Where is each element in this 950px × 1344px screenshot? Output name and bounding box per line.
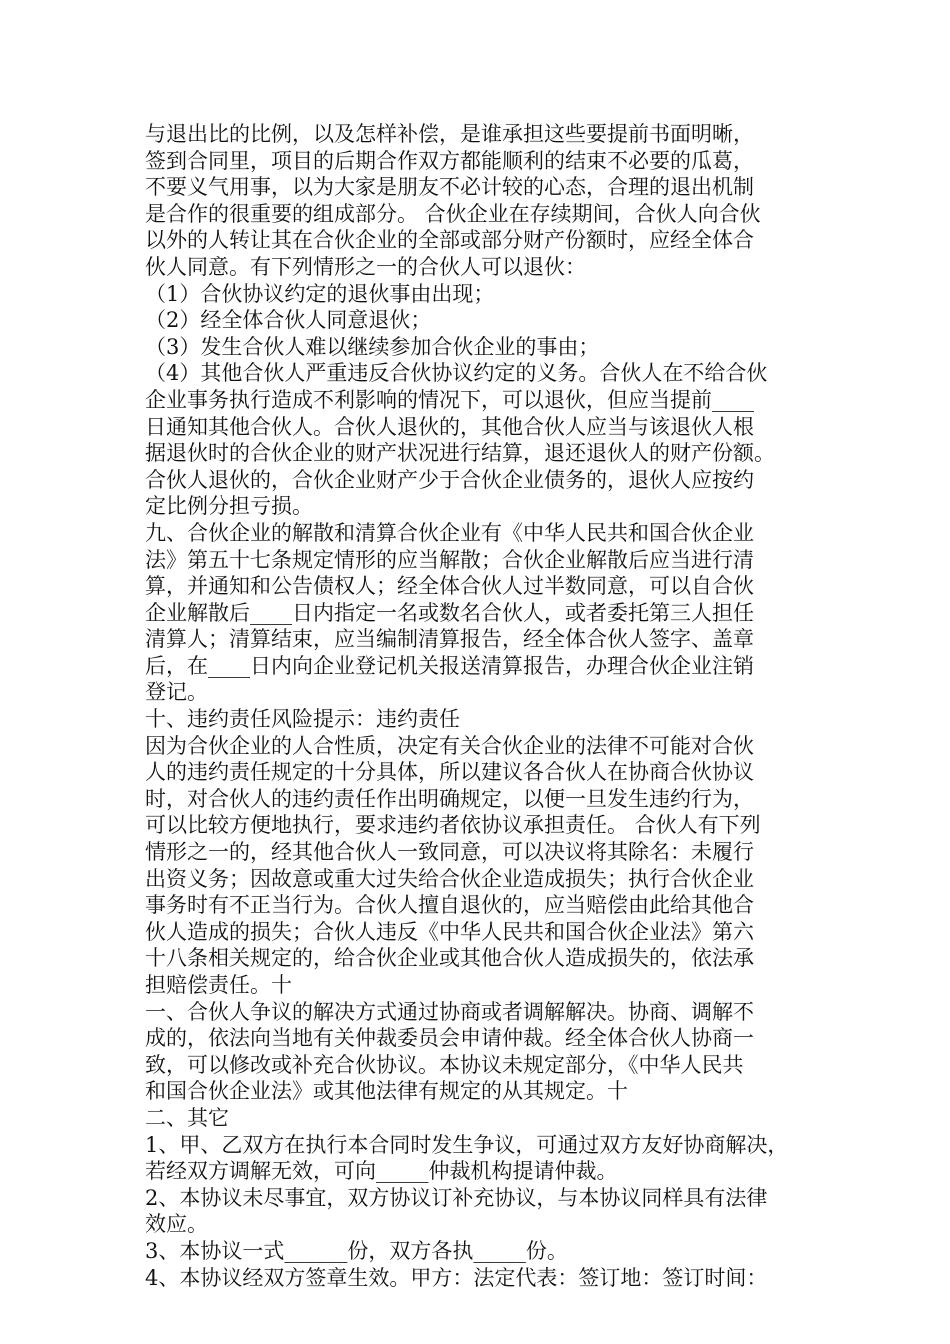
text-line: 日通知其他合伙人。合伙人退伙的，其他合伙人应当与该退伙人根 [145, 414, 754, 439]
text-line: 出资义务；因故意或重大过失给合伙企业造成损失；执行合伙企业 [145, 866, 754, 891]
text-line: 成的，依法向当地有关仲裁委员会申请仲裁。经全体合伙人协商一 [145, 1026, 754, 1051]
document-body [145, 121, 815, 1291]
text-line: （1）合伙协议约定的退伙事由出现； [145, 281, 495, 306]
text-line: 不要义气用事，以为大家是朋友不必计较的心态，合理的退出机制 [145, 175, 754, 200]
text-line: 二、其它 [145, 1105, 229, 1130]
text-line: 以外的人转让其在合伙企业的全部或部分财产份额时，应经全体合 [145, 228, 754, 253]
text-line: 后，在____日内向企业登记机关报送清算报告，办理合伙企业注销 [145, 653, 754, 678]
text-line: 事务时有不正当行为。合伙人擅自退伙的，应当赔偿由此给其他合 [145, 893, 754, 918]
text-line: 据退伙时的合伙企业的财产状况进行结算，退还退伙人的财产份额。 [145, 441, 775, 466]
text-line: 因为合伙企业的人合性质，决定有关合伙企业的法律不可能对合伙 [145, 733, 754, 758]
text-line: 3、本协议一式______份，双方各执_____份。 [145, 1238, 568, 1263]
text-line: 情形之一的，经其他合伙人一致同意，可以决议将其除名：未履行 [145, 840, 754, 865]
text-line: 与退出比的比例，以及怎样补偿，是谁承担这些要提前书面明晰， [145, 122, 754, 146]
text-line: 九、合伙企业的解散和清算合伙企业有《中华人民共和国合伙企业 [145, 520, 754, 545]
text-line: 人的违约责任规定的十分具体，所以建议各合伙人在协商合伙协议 [145, 760, 754, 785]
text-line: 致，可以修改或补充合伙协议。本协议未规定部分，《中华人民共 [145, 1052, 744, 1077]
text-line: 企业解散后____日内指定一名或数名合伙人，或者委托第三人担任 [145, 600, 754, 625]
text-line: 清算人；清算结束，应当编制清算报告，经全体合伙人签字、盖章 [145, 627, 754, 652]
text-line: 合伙人退伙的，合伙企业财产少于合伙企业债务的，退伙人应按约 [145, 467, 754, 492]
text-line: （2）经全体合伙人同意退伙； [145, 308, 432, 333]
text-line: 一、合伙人争议的解决方式通过协商或者调解解决。协商、调解不 [145, 999, 754, 1024]
text-line: 2、本协议未尽事宜，双方协议订补充协议，与本协议同样具有法律 [145, 1185, 768, 1210]
text-line: 和国合伙企业法》或其他法律有规定的从其规定。十 [145, 1079, 628, 1104]
text-line: 1、甲、乙双方在执行本合同时发生争议，可通过双方友好协商解决， [145, 1132, 789, 1157]
text-line: 企业事务执行造成不利影响的情况下，可以退伙，但应当提前____ [145, 387, 754, 412]
text-line: 签到合同里，项目的后期合作双方都能顺利的结束不必要的瓜葛， [145, 148, 754, 173]
text-line: 伙人同意。有下列情形之一的合伙人可以退伙： [145, 254, 586, 279]
text-line: 若经双方调解无效，可向_____仲裁机构提请仲裁。 [145, 1159, 618, 1184]
text-line: 法》第五十七条规定情形的应当解散；合伙企业解散后应当进行清 [145, 547, 754, 572]
text-line: 定比例分担亏损。 [145, 494, 313, 519]
text-line: 担赔偿责任。十 [145, 973, 292, 997]
text-line: （4）其他合伙人严重违反合伙协议约定的义务。合伙人在不给合伙 [145, 361, 768, 386]
text-line: 可以比较方便地执行，要求违约者依协议承担责任。 合伙人有下列 [145, 813, 761, 838]
text-line: （3）发生合伙人难以继续参加合伙企业的事由； [145, 334, 600, 359]
text-line: 伙人造成的损失；合伙人违反《中华人民共和国合伙企业法》第六 [145, 919, 754, 944]
text-line: 4、本协议经双方签章生效。甲方：法定代表：签订地：签订时间： [145, 1265, 768, 1290]
text-line: 效应。 [145, 1212, 208, 1237]
text-line: 十八条相关规定的，给合伙企业或其他合伙人造成损失的，依法承 [145, 946, 754, 971]
text-line: 时，对合伙人的违约责任作出明确规定，以便一旦发生违约行为， [145, 786, 754, 811]
text-line: 算，并通知和公告债权人；经全体合伙人过半数同意，可以自合伙 [145, 574, 754, 599]
text-line: 登记。 [145, 680, 208, 705]
text-line: 是合作的很重要的组成部分。 合伙企业在存续期间，合伙人向合伙 [145, 201, 761, 226]
text-line: 十、违约责任风险提示：违约责任 [145, 707, 460, 732]
